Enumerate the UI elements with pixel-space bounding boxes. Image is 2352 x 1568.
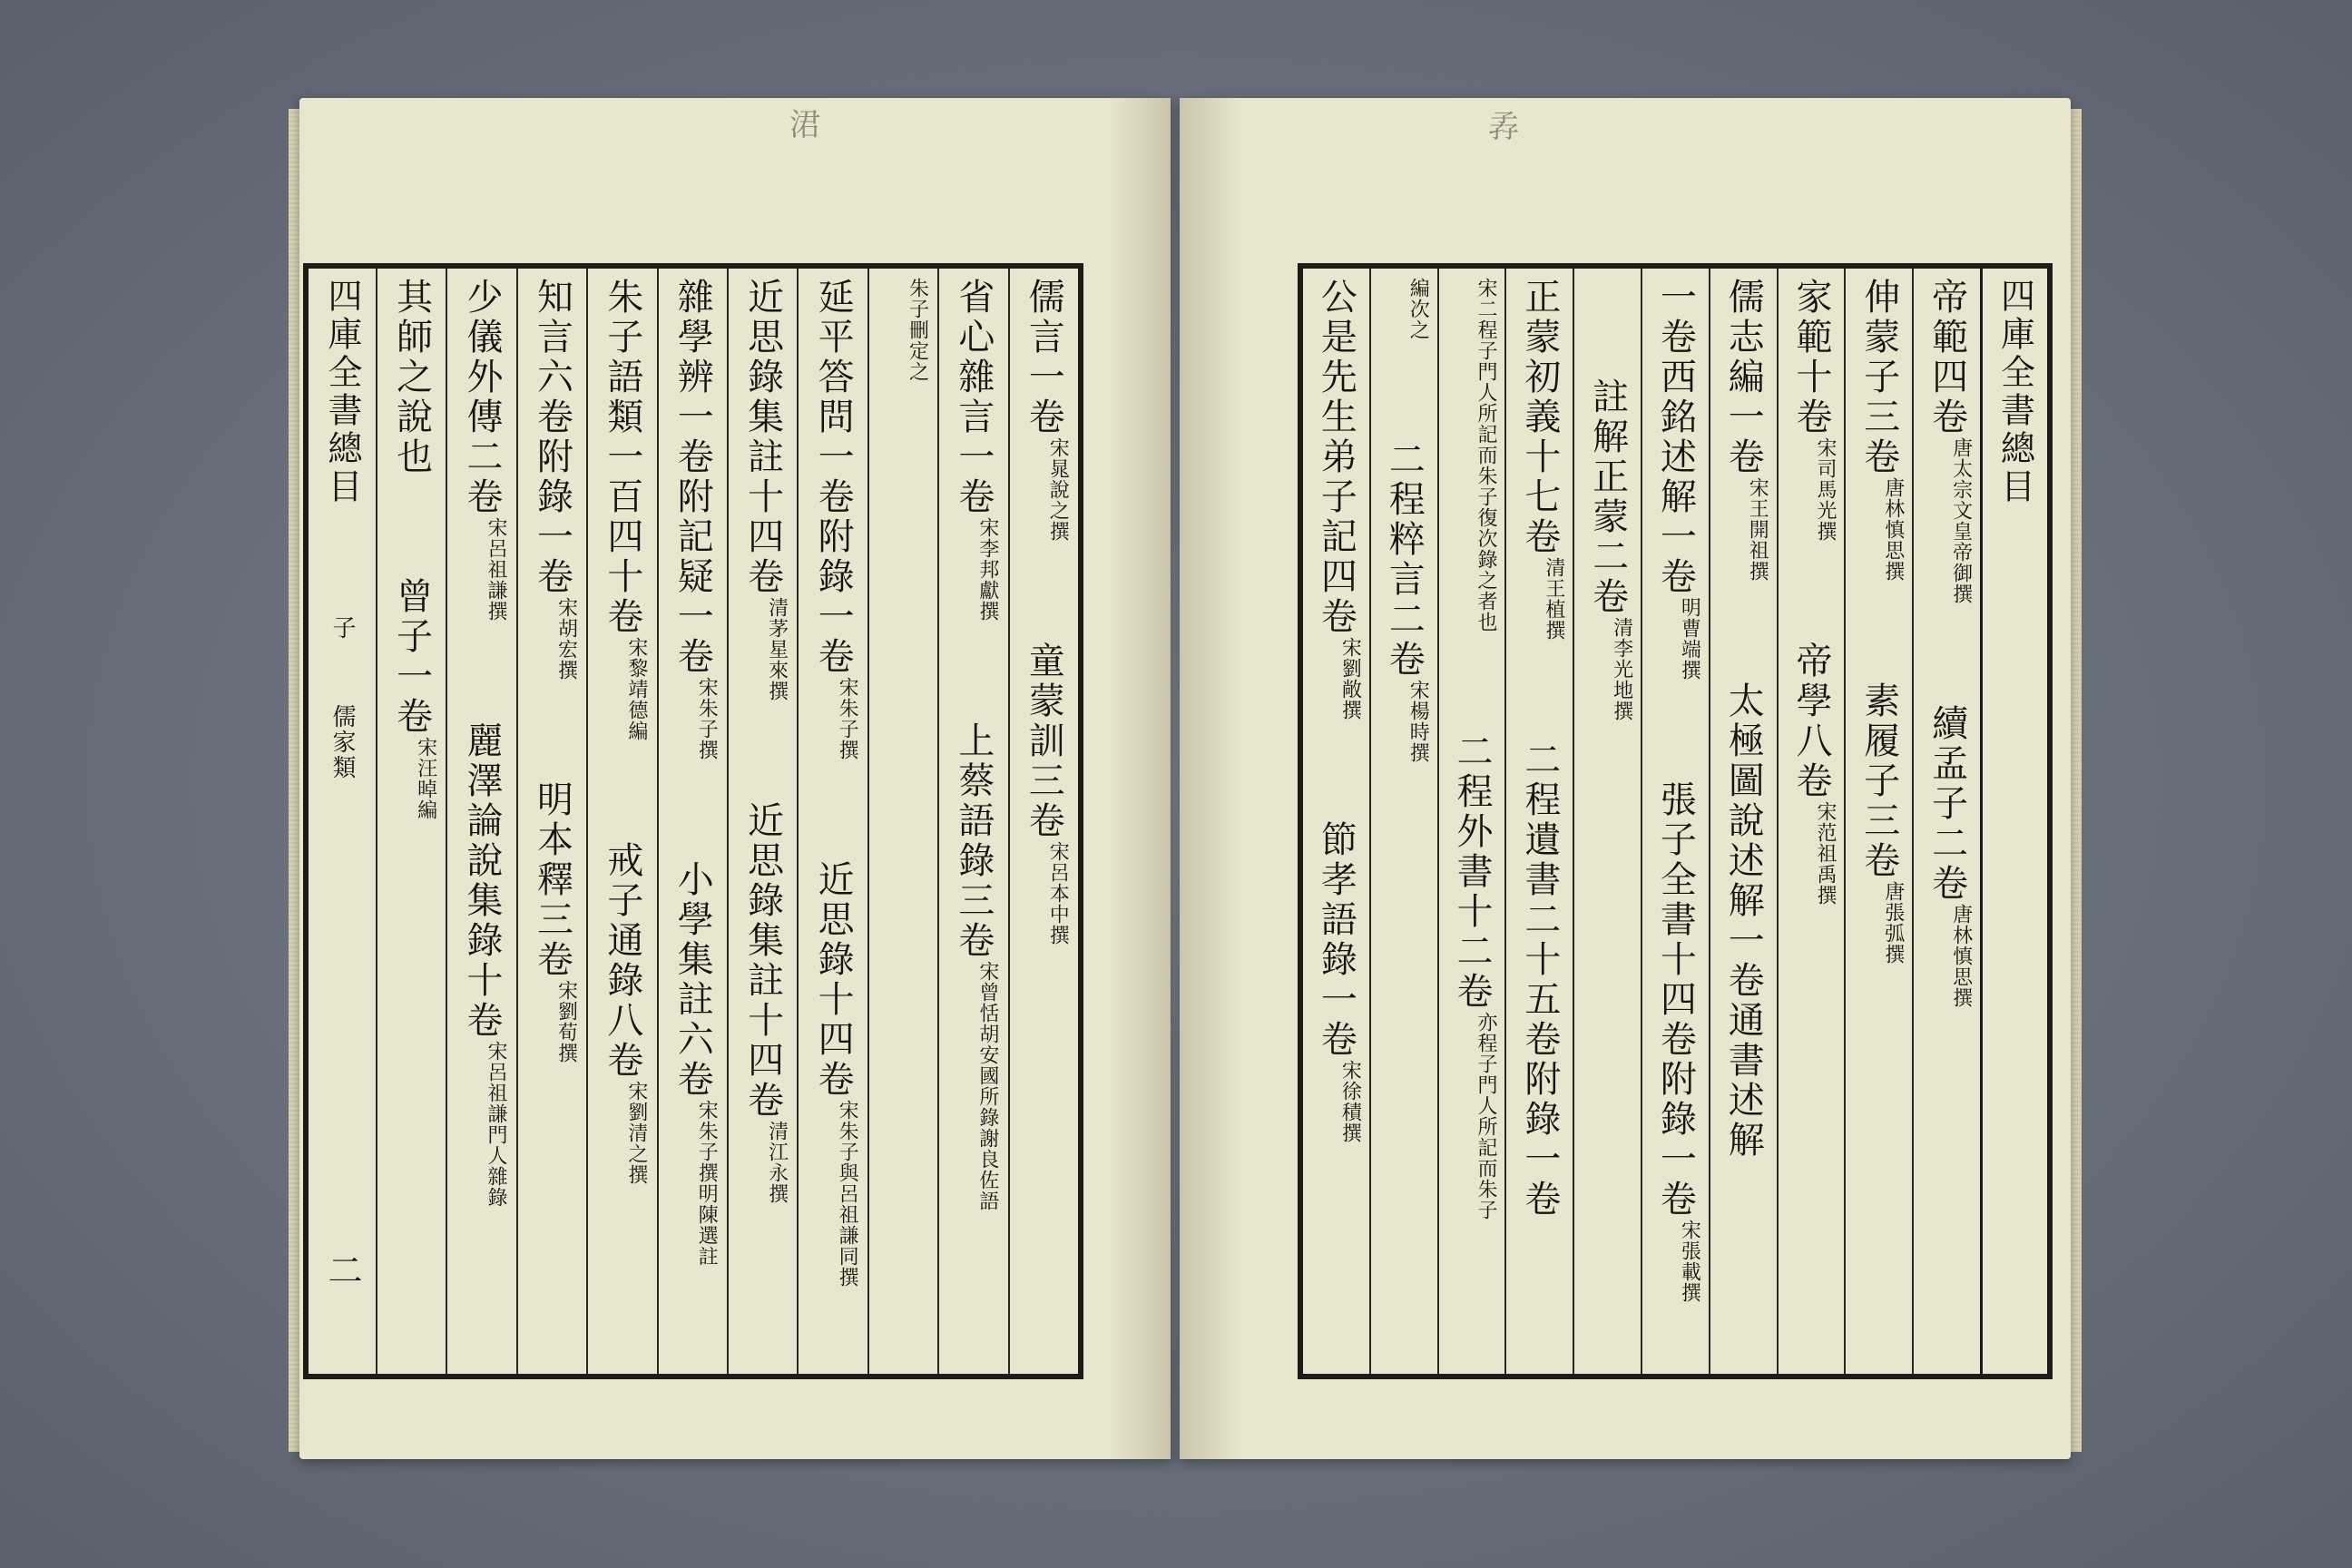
- entry-note: 宋劉敞撰: [1338, 637, 1362, 720]
- entry-title: 少儀外傳二卷: [461, 278, 504, 517]
- entry-note: 宋二程子門人所記而朱子復次錄之者也: [1475, 278, 1498, 632]
- column-text: [1379, 278, 1428, 1374]
- entry-note: 唐張弧撰: [1881, 881, 1905, 965]
- column-text: [878, 278, 927, 1374]
- entry-note: 宋張載撰: [1678, 1220, 1701, 1303]
- text-column: [1844, 269, 1912, 1374]
- text-column: [797, 269, 867, 1374]
- entry-note: 宋朱子與呂祖謙同撰: [836, 1100, 859, 1288]
- entry-note: 清王植撰: [1542, 557, 1565, 641]
- spine-shadow: [1180, 98, 1243, 1459]
- entry-title: 伸蒙子三卷: [1857, 278, 1900, 477]
- entry-title: 儒言一卷: [1023, 278, 1065, 437]
- column-text: [1447, 278, 1496, 1374]
- entry-title: 續孟子二卷: [1926, 704, 1968, 904]
- column-text: [1515, 278, 1564, 1374]
- entry-title: 公是先生弟子記四卷: [1315, 278, 1357, 637]
- text-column: [937, 269, 1007, 1374]
- entry-title: 近思錄集註十四卷: [741, 801, 784, 1121]
- right-columns: [1303, 269, 2047, 1374]
- entry-title: 二程外書十二卷: [1451, 732, 1494, 1012]
- entry-title: 帝範四卷: [1926, 278, 1968, 437]
- column-text: [1651, 278, 1700, 1374]
- entry-title: 其師之說也: [390, 278, 433, 477]
- text-column: [1573, 269, 1641, 1374]
- column-text: [739, 278, 788, 1374]
- entry-note: 清江永撰: [765, 1121, 789, 1204]
- column-text: [949, 278, 998, 1374]
- column-text: [457, 278, 506, 1374]
- entry-title: 朱子語類一百四十卷: [601, 278, 643, 637]
- right-text-frame: [1298, 263, 2053, 1379]
- text-column: [1777, 269, 1845, 1374]
- entry-title: 麗澤論說集錄十卷: [461, 721, 504, 1041]
- entry-title: 曾子一卷: [390, 577, 433, 737]
- column-text: [1719, 278, 1768, 1374]
- column-text: [1583, 278, 1632, 1374]
- entry-title: 延平答問一卷附錄一卷: [812, 278, 855, 677]
- column-text: [1311, 278, 1360, 1374]
- entry-title: 戒子通錄八卷: [601, 841, 643, 1081]
- folio-number: 二: [321, 1252, 362, 1290]
- text-column: [1641, 269, 1709, 1374]
- text-column: [586, 269, 656, 1374]
- entry-note: 宋王開祖撰: [1746, 477, 1769, 582]
- entry-title: 張子全書十四卷附錄一卷: [1654, 780, 1697, 1220]
- entry-note: 亦程子門人所記而朱子: [1475, 1012, 1498, 1220]
- entry-note: 宋黎靖德編: [624, 637, 648, 741]
- entry-note: 明曹端撰: [1678, 597, 1701, 681]
- stamp-mark-right: 孨: [1488, 109, 1519, 145]
- column-text: [598, 278, 647, 1374]
- entry-note: 清茅星來撰: [765, 597, 789, 701]
- text-column: [1504, 269, 1573, 1374]
- entry-note: 宋晁說之撰: [1046, 437, 1070, 542]
- text-column: [516, 269, 586, 1374]
- entry-note: 宋曾恬胡安國所錄謝良佐語: [975, 961, 999, 1211]
- entry-note: 宋呂祖謙撰: [485, 517, 508, 622]
- entry-title: 二程粹言二卷: [1383, 440, 1426, 680]
- entry-title: 家範十卷: [1790, 278, 1832, 437]
- text-column: [1369, 269, 1437, 1374]
- entry-note: 宋胡宏撰: [554, 597, 578, 681]
- book-title: 四庫全書總目: [321, 278, 362, 506]
- entry-note: 宋呂祖謙門人雜錄: [485, 1041, 508, 1208]
- entry-note: 宋劉清之撰: [624, 1081, 648, 1185]
- entry-title: 明本釋三卷: [531, 780, 573, 980]
- entry-title: 上蔡語錄三卷: [952, 721, 995, 961]
- column-text: [527, 278, 576, 1374]
- entry-title: 一卷西銘述解一卷: [1654, 278, 1697, 597]
- entry-note: 宋呂本中撰: [1046, 841, 1070, 946]
- entry-note: 唐太宗文皇帝御撰: [1949, 437, 1973, 604]
- entry-note: 宋李邦獻撰: [975, 517, 999, 622]
- entry-note: 宋朱子撰明陳選註: [695, 1100, 719, 1267]
- entry-title: 小學集註六卷: [671, 860, 714, 1100]
- entry-title: 省心雜言一卷: [952, 278, 995, 517]
- left-text-frame: [303, 263, 1083, 1379]
- heading-column: [1980, 269, 2047, 1374]
- heading-column: [309, 269, 376, 1374]
- entry-title: 知言六卷附錄一卷: [531, 278, 573, 597]
- entry-title: 儒志編一卷: [1722, 278, 1765, 477]
- stamp-mark-left: 涒: [789, 107, 820, 143]
- text-column: [867, 269, 937, 1374]
- entry-title: 雜學辨一卷附記疑一卷: [671, 278, 714, 677]
- entry-note: 朱子刪定之: [906, 278, 929, 382]
- entry-note: 編次之: [1406, 278, 1430, 340]
- entry-note: 宋朱子撰: [836, 677, 859, 760]
- column-text: [387, 278, 436, 1374]
- section-label: 子: [328, 615, 356, 641]
- entry-note: 清李光地撰: [1610, 617, 1633, 721]
- spine-shadow: [1107, 98, 1171, 1459]
- text-column: [727, 269, 797, 1374]
- entry-title: 帝學八卷: [1790, 642, 1832, 801]
- column-text: [1019, 278, 1068, 1374]
- category-label: 儒家類: [328, 704, 356, 780]
- entry-title: 童蒙訓三卷: [1023, 642, 1065, 841]
- column-text: [1855, 278, 1904, 1374]
- column-text: [808, 278, 858, 1374]
- entry-title: 正蒙初義十七卷: [1518, 278, 1561, 557]
- right-page-edge: [2071, 109, 2082, 1452]
- column-text: [1923, 278, 1972, 1374]
- entry-note: 宋朱子撰: [695, 677, 719, 760]
- entry-note: 宋汪晫編: [414, 737, 437, 820]
- entry-note: 宋徐積撰: [1338, 1060, 1362, 1143]
- text-column: [657, 269, 727, 1374]
- entry-title: 近思錄十四卷: [812, 860, 855, 1100]
- entry-title: 素履子三卷: [1857, 681, 1900, 881]
- text-column: [1912, 269, 1980, 1374]
- left-page-edge: [289, 109, 299, 1452]
- entry-note: 唐林慎思撰: [1949, 904, 1973, 1008]
- text-column: [1303, 269, 1369, 1374]
- column-text: [668, 278, 717, 1374]
- entry-note: 唐林慎思撰: [1881, 477, 1905, 582]
- entry-note: 宋楊時撰: [1406, 680, 1430, 763]
- column-text: [1787, 278, 1836, 1374]
- text-column: [1008, 269, 1078, 1374]
- entry-title: 註解正蒙二卷: [1586, 377, 1629, 617]
- entry-note: 宋劉荀撰: [554, 980, 578, 1063]
- entry-title: 節孝語錄一卷: [1315, 820, 1357, 1060]
- text-column: [446, 269, 515, 1374]
- text-column: [1709, 269, 1777, 1374]
- entry-title: 太極圖說述解一卷通書述解: [1722, 681, 1765, 1161]
- text-column: [376, 269, 446, 1374]
- entry-note: 宋司馬光撰: [1814, 437, 1837, 542]
- left-columns: [309, 269, 1078, 1374]
- entry-title: 二程遺書二十五卷附錄一卷: [1518, 740, 1561, 1220]
- entry-title: 近思錄集註十四卷: [741, 278, 784, 597]
- entry-note: 宋范祖禹撰: [1814, 801, 1837, 906]
- book-title: 四庫全書總目: [1994, 278, 2035, 506]
- text-column: [1437, 269, 1505, 1374]
